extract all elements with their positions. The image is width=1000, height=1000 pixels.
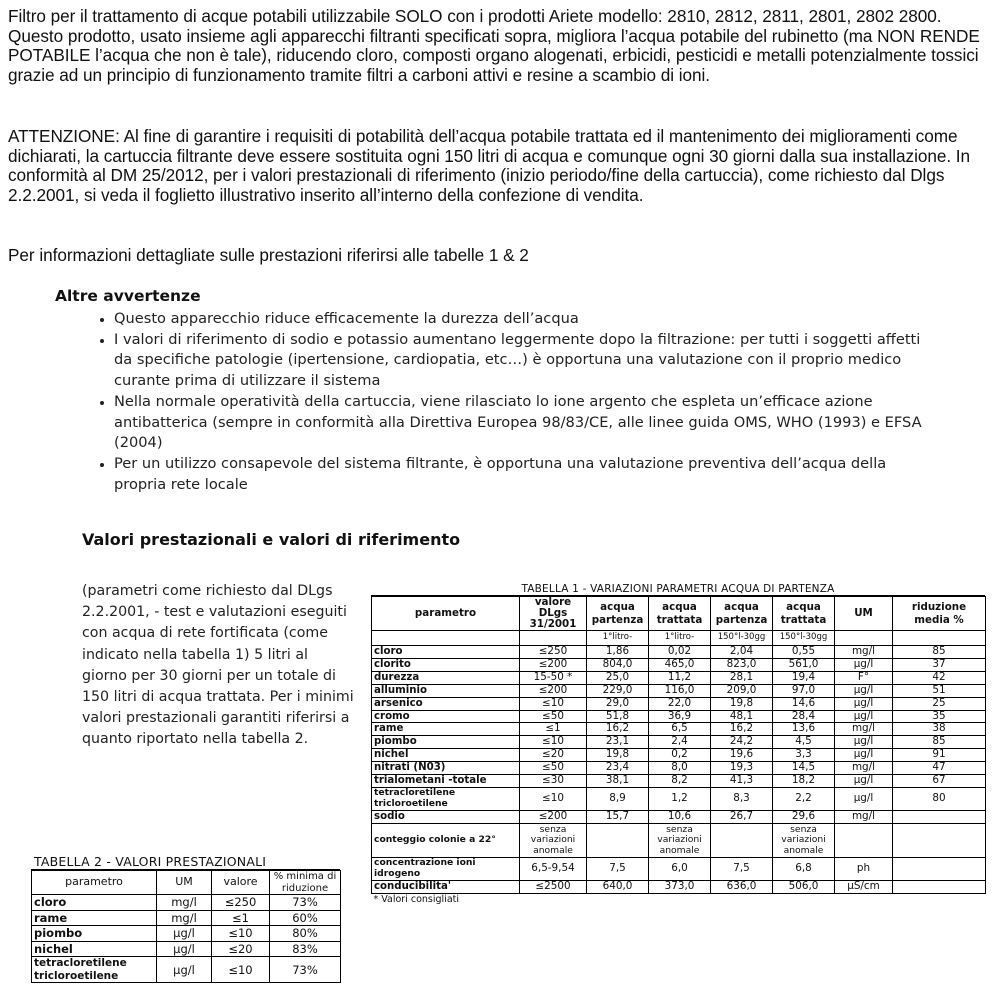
table-cell: 373,0 bbox=[649, 880, 711, 893]
table-cell: 38 bbox=[893, 723, 986, 736]
warning-item: • Nella normale operatività della cartuccia, viene rilasciato lo ione argento che espleta un’efficace azione antibatterica (sempre in conformità alla Direttiva Europea 98/83/CE, alle linee guida OMS, WHO (1993) e EFSA (2004) bbox=[114, 392, 934, 454]
table-cell: ≤10 bbox=[520, 787, 587, 810]
table-cell: 85 bbox=[893, 646, 986, 659]
table-header: acqua trattata bbox=[773, 597, 835, 631]
table-cell: 19,8 bbox=[587, 749, 649, 762]
table-cell: 25,0 bbox=[587, 671, 649, 684]
intro-paragraph-2: ATTENZIONE: Al fine di garantire i requisiti di potabilità dell’acqua potabile trattata ed il mantenimento dei miglioramenti come dichiarati, la cartuccia filtrante deve essere sostituita ogni 150 litri di acqua e comunque ogni 30 giorni dalla sua installazione. In conformità al DM 25/2012, per i valori prestazionali di riferimento (inizio periodo/fine della cartuccia), come richiesto dal Dlgs 2.2.2001, si veda il foglietto illustrativo inserito all’interno della confezione di vendita. bbox=[8, 126, 971, 205]
table-row bbox=[372, 658, 986, 671]
table-cell bbox=[835, 823, 893, 857]
table-cell: 2,4 bbox=[649, 736, 711, 749]
table-cell: 8,2 bbox=[649, 775, 711, 788]
table-cell: 26,7 bbox=[711, 810, 773, 823]
table-1-header-row bbox=[372, 597, 986, 631]
table-cell: 83% bbox=[270, 941, 341, 957]
table-cell: mg/l bbox=[157, 910, 212, 926]
table-cell: ≤50 bbox=[520, 710, 587, 723]
table-cell: 209,0 bbox=[711, 684, 773, 697]
table-cell: 73% bbox=[270, 895, 341, 911]
table-row bbox=[372, 684, 986, 697]
table-cell: mg/l bbox=[835, 646, 893, 659]
table-subheader: 1°litro- bbox=[587, 631, 649, 646]
table-cell: conteggio colonie a 22° bbox=[372, 823, 520, 857]
table-header: UM bbox=[157, 871, 212, 895]
table-1 bbox=[371, 583, 985, 906]
table-2-grid bbox=[31, 870, 341, 983]
table-cell: 7,5 bbox=[711, 857, 773, 880]
table-cell: rame bbox=[32, 910, 157, 926]
table-cell: 25 bbox=[893, 697, 986, 710]
table-cell: 10,6 bbox=[649, 810, 711, 823]
table-cell bbox=[587, 823, 649, 857]
warning-item: • Questo apparecchio riduce efficacemente la durezza dell’acqua bbox=[114, 309, 934, 330]
intro-paragraph-3: Per informazioni dettagliate sulle prestazioni riferirsi alle tabelle 1 & 2 bbox=[8, 245, 529, 265]
table-cell: trialometani -totale bbox=[372, 775, 520, 788]
table-1-grid bbox=[371, 596, 986, 906]
table-cell: 35 bbox=[893, 710, 986, 723]
table-footnote: * Valori consigliati bbox=[373, 893, 460, 905]
table-row bbox=[32, 910, 341, 926]
table-row bbox=[372, 710, 986, 723]
table-cell: 636,0 bbox=[711, 880, 773, 893]
table-cell: senza variazioni anomale bbox=[520, 823, 587, 857]
table-cell: 85 bbox=[893, 736, 986, 749]
table-cell: ≤10 bbox=[520, 697, 587, 710]
table-footnote-row bbox=[372, 893, 986, 905]
table-cell: ≤50 bbox=[520, 762, 587, 775]
table-row bbox=[372, 775, 986, 788]
table-cell bbox=[893, 823, 986, 857]
table-cell: ≤1 bbox=[212, 910, 270, 926]
table-cell: cromo bbox=[372, 710, 520, 723]
table-cell: µg/l bbox=[157, 941, 212, 957]
table-header: valore bbox=[212, 871, 270, 895]
table-subheader: 150°l-30gg bbox=[773, 631, 835, 646]
table-cell: 804,0 bbox=[587, 658, 649, 671]
table-1-caption: TABELLA 1 - VARIAZIONI PARAMETRI ACQUA DI PARTENZA bbox=[371, 583, 985, 596]
table-cell: 0,2 bbox=[649, 749, 711, 762]
table-cell: 47 bbox=[893, 762, 986, 775]
table-row bbox=[372, 810, 986, 823]
table-cell: ≤250 bbox=[520, 646, 587, 659]
table-cell: µg/l bbox=[835, 697, 893, 710]
table-row bbox=[372, 857, 986, 880]
table-cell: µg/l bbox=[835, 775, 893, 788]
table-cell: 41,3 bbox=[711, 775, 773, 788]
table-cell: durezza bbox=[372, 671, 520, 684]
table-subheader: 1°litro- bbox=[649, 631, 711, 646]
table-cell: ≤250 bbox=[212, 895, 270, 911]
warnings-list bbox=[56, 309, 934, 495]
table-cell: clorito bbox=[372, 658, 520, 671]
table-cell: 116,0 bbox=[649, 684, 711, 697]
table-cell: sodio bbox=[372, 810, 520, 823]
table-cell: 7,5 bbox=[587, 857, 649, 880]
table-2-caption: TABELLA 2 - VALORI PRESTAZIONALI bbox=[31, 855, 340, 870]
table-cell: ≤10 bbox=[212, 957, 270, 983]
table-header: parametro bbox=[372, 597, 520, 631]
table-header: valore DLgs 31/2001 bbox=[520, 597, 587, 631]
table-cell: 60% bbox=[270, 910, 341, 926]
table-cell bbox=[893, 857, 986, 880]
table-cell: 6,8 bbox=[773, 857, 835, 880]
table-cell: 28,4 bbox=[773, 710, 835, 723]
performance-note: (parametri come richiesto dal DLgs 2.2.2001, - test e valutazioni eseguiti con acqua di rete fortificata (come indicato nella tabella 1) 5 litri al giorno per 30 giorni per un totale di 150 litri di acqua trattata. Per i minimi valori prestazionali garantiti riferirsi a quanto riportato nella tabella 2. bbox=[82, 583, 354, 748]
warning-item: • Per un utilizzo consapevole del sistema filtrante, è opportuna una valutazione preventiva dell’acqua della propria rete locale bbox=[114, 454, 934, 495]
table-cell: ≤200 bbox=[520, 810, 587, 823]
table-cell: 13,6 bbox=[773, 723, 835, 736]
table-row bbox=[372, 736, 986, 749]
table-cell: piombo bbox=[372, 736, 520, 749]
table-cell: 36,9 bbox=[649, 710, 711, 723]
table-cell: senza variazioni anomale bbox=[649, 823, 711, 857]
table-cell: 80% bbox=[270, 926, 341, 942]
table-cell bbox=[893, 880, 986, 893]
table-cell: 19,8 bbox=[711, 697, 773, 710]
table-cell: senza variazioni anomale bbox=[773, 823, 835, 857]
table-cell: cloro bbox=[372, 646, 520, 659]
table-cell: 506,0 bbox=[773, 880, 835, 893]
table-header: riduzione media % bbox=[893, 597, 986, 631]
table-cell: 0,55 bbox=[773, 646, 835, 659]
table-cell: cloro bbox=[32, 895, 157, 911]
table-cell: 16,2 bbox=[711, 723, 773, 736]
table-1-body bbox=[372, 646, 986, 788]
table-cell: 14,6 bbox=[773, 697, 835, 710]
table-subheader bbox=[893, 631, 986, 646]
table-cell: ≤2500 bbox=[520, 880, 587, 893]
table-row bbox=[32, 941, 341, 957]
intro-paragraph-1: Filtro per il trattamento di acque potabili utilizzabile SOLO con i prodotti Ariete modello: 2810, 2812, 2811, 2801, 2802 2800. Questo prodotto, usato insieme agli apparecchi filtranti specificati sopra, migliora l’acqua potabile del rubinetto (ma NON RENDE POTABILE l’acqua che non è tale), riducendo cloro, composti organo alogenati, erbicidi, pesticidi e metalli potenzialmente tossici grazie ad un principio di funzionamento tramite filtri a carboni attivi e resine a scambio di ioni. bbox=[8, 6, 980, 85]
table-cell: 97,0 bbox=[773, 684, 835, 697]
table-cell: tetracloretilene tricloroetilene bbox=[372, 787, 520, 810]
table-row bbox=[372, 671, 986, 684]
table-cell: µg/l bbox=[835, 658, 893, 671]
table-cell: concentrazione ioni idrogeno bbox=[372, 857, 520, 880]
table-cell: µg/l bbox=[157, 926, 212, 942]
table-cell: µg/l bbox=[157, 957, 212, 983]
table-cell: mg/l bbox=[835, 762, 893, 775]
table-cell bbox=[893, 810, 986, 823]
table-cell: 8,9 bbox=[587, 787, 649, 810]
table-cell: alluminio bbox=[372, 684, 520, 697]
table-cell: µS/cm bbox=[835, 880, 893, 893]
table-cell: 11,2 bbox=[649, 671, 711, 684]
table-cell: 229,0 bbox=[587, 684, 649, 697]
table-cell: 23,1 bbox=[587, 736, 649, 749]
table-row bbox=[372, 723, 986, 736]
table-cell: 51 bbox=[893, 684, 986, 697]
table-row bbox=[372, 762, 986, 775]
table-header: acqua partenza bbox=[587, 597, 649, 631]
warnings-title: Altre avvertenze bbox=[55, 287, 201, 305]
performance-title: Valori prestazionali e valori di riferimento bbox=[82, 530, 461, 549]
table-cell: ph bbox=[835, 857, 893, 880]
table-cell: 8,0 bbox=[649, 762, 711, 775]
table-cell: mg/l bbox=[835, 723, 893, 736]
table-cell: 6,0 bbox=[649, 857, 711, 880]
warning-item: • I valori di riferimento di sodio e potassio aumentano leggermente dopo la filtrazione: per tutti i soggetti affetti da specifiche patologie (ipertensione, cardiopatia, etc…) è opportuna una valutazione con il proprio medico curante prima di utilizzare il sistema bbox=[114, 330, 934, 392]
table-2 bbox=[31, 855, 340, 983]
table-cell: 38,1 bbox=[587, 775, 649, 788]
table-cell: µg/l bbox=[835, 710, 893, 723]
table-row bbox=[372, 823, 986, 857]
table-subheader bbox=[372, 631, 520, 646]
table-cell: mg/l bbox=[157, 895, 212, 911]
table-cell: F° bbox=[835, 671, 893, 684]
table-cell: ≤10 bbox=[212, 926, 270, 942]
table-cell: 823,0 bbox=[711, 658, 773, 671]
table-row bbox=[32, 957, 341, 983]
table-cell: ≤30 bbox=[520, 775, 587, 788]
table-cell: ≤1 bbox=[520, 723, 587, 736]
table-cell: ≤20 bbox=[212, 941, 270, 957]
table-cell: 67 bbox=[893, 775, 986, 788]
table-row bbox=[372, 646, 986, 659]
table-cell: nitrati (N03) bbox=[372, 762, 520, 775]
table-header: % minima di riduzione bbox=[270, 871, 341, 895]
table-cell: µg/l bbox=[835, 736, 893, 749]
table-row bbox=[32, 895, 341, 911]
table-header: acqua partenza bbox=[711, 597, 773, 631]
table-header: parametro bbox=[32, 871, 157, 895]
table-cell: µg/l bbox=[835, 684, 893, 697]
table-cell: nichel bbox=[32, 941, 157, 957]
table-cell: 23,4 bbox=[587, 762, 649, 775]
table-header: acqua trattata bbox=[649, 597, 711, 631]
table-row bbox=[372, 787, 986, 810]
table-cell: 42 bbox=[893, 671, 986, 684]
table-cell: 80 bbox=[893, 787, 986, 810]
table-cell: 15,7 bbox=[587, 810, 649, 823]
table-cell: 91 bbox=[893, 749, 986, 762]
table-cell: ≤20 bbox=[520, 749, 587, 762]
table-cell: 6,5 bbox=[649, 723, 711, 736]
table-cell: 4,5 bbox=[773, 736, 835, 749]
table-row bbox=[372, 697, 986, 710]
table-cell: arsenico bbox=[372, 697, 520, 710]
table-cell: 2,04 bbox=[711, 646, 773, 659]
table-cell: piombo bbox=[32, 926, 157, 942]
table-cell: 19,3 bbox=[711, 762, 773, 775]
table-cell: 15-50 * bbox=[520, 671, 587, 684]
table-row bbox=[372, 749, 986, 762]
table-cell: µg/l bbox=[835, 749, 893, 762]
table-cell: conducibilita' bbox=[372, 880, 520, 893]
table-subheader bbox=[520, 631, 587, 646]
table-cell: 1,86 bbox=[587, 646, 649, 659]
table-cell: 6,5-9,54 bbox=[520, 857, 587, 880]
table-cell: 29,0 bbox=[587, 697, 649, 710]
table-cell: rame bbox=[372, 723, 520, 736]
table-cell: 3,3 bbox=[773, 749, 835, 762]
table-cell: 19,6 bbox=[711, 749, 773, 762]
table-header: UM bbox=[835, 597, 893, 631]
table-cell: ≤200 bbox=[520, 658, 587, 671]
table-cell: 0,02 bbox=[649, 646, 711, 659]
table-cell: 19,4 bbox=[773, 671, 835, 684]
table-cell: 18,2 bbox=[773, 775, 835, 788]
table-cell: nichel bbox=[372, 749, 520, 762]
table-cell: 2,2 bbox=[773, 787, 835, 810]
table-cell: 8,3 bbox=[711, 787, 773, 810]
table-cell: tetracloretilene tricloroetilene bbox=[32, 957, 157, 983]
table-cell: 22,0 bbox=[649, 697, 711, 710]
table-1-subheader-row bbox=[372, 631, 986, 646]
table-cell bbox=[711, 823, 773, 857]
table-subheader: 150°l-30gg bbox=[711, 631, 773, 646]
table-cell: 24,2 bbox=[711, 736, 773, 749]
table-cell: 465,0 bbox=[649, 658, 711, 671]
table-cell: mg/l bbox=[835, 810, 893, 823]
table-cell: ≤10 bbox=[520, 736, 587, 749]
table-row bbox=[32, 926, 341, 942]
table-cell: 14,5 bbox=[773, 762, 835, 775]
table-cell: 561,0 bbox=[773, 658, 835, 671]
table-2-header-row bbox=[32, 871, 341, 895]
table-cell: 28,1 bbox=[711, 671, 773, 684]
table-subheader bbox=[835, 631, 893, 646]
table-cell: 640,0 bbox=[587, 880, 649, 893]
table-cell: 51,8 bbox=[587, 710, 649, 723]
table-cell: 29,6 bbox=[773, 810, 835, 823]
table-cell: 37 bbox=[893, 658, 986, 671]
table-row bbox=[372, 880, 986, 893]
table-cell: µg/l bbox=[835, 787, 893, 810]
table-cell: 16,2 bbox=[587, 723, 649, 736]
table-cell: 48,1 bbox=[711, 710, 773, 723]
table-cell: ≤200 bbox=[520, 684, 587, 697]
table-cell: 1,2 bbox=[649, 787, 711, 810]
table-cell: 73% bbox=[270, 957, 341, 983]
